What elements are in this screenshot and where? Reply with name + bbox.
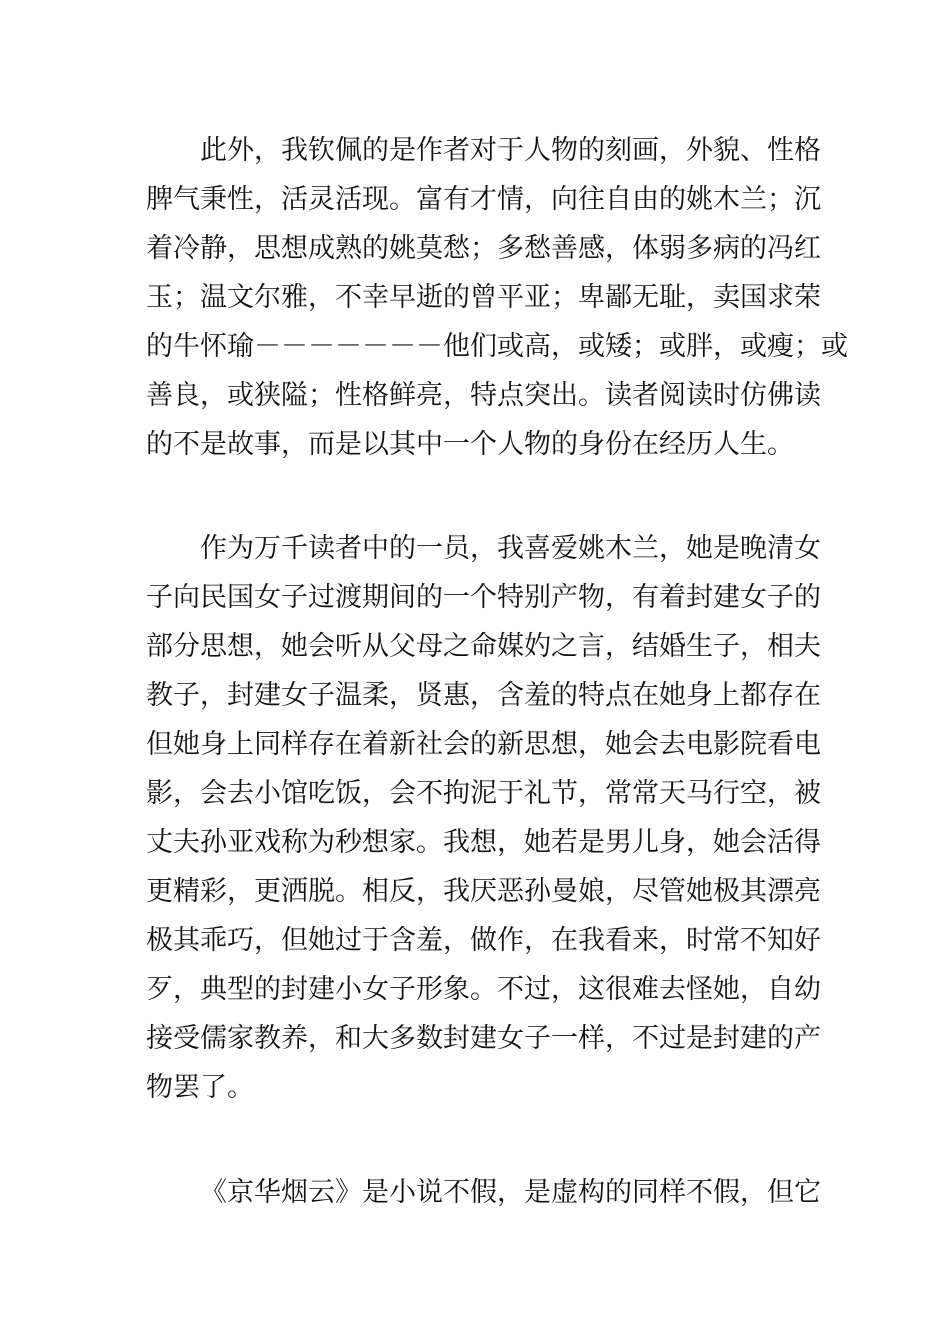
paragraph-line: 教子，封建女子温柔，贤惠，含羞的特点在她身上都存在 — [146, 680, 821, 711]
paragraph-line: 更精彩，更洒脱。相反，我厌恶孙曼娘，尽管她极其漂亮 — [146, 876, 821, 907]
paragraph-line: 此外，我钦佩的是作者对于人物的刻画，外貌、性格 — [200, 135, 821, 166]
paragraph-line: 脾气秉性，活灵活现。富有才情，向往自由的姚木兰；沉 — [146, 184, 821, 215]
paragraph-line: 善良，或狭隘；性格鲜亮，特点突出。读者阅读时仿佛读 — [146, 380, 821, 411]
paragraph-line: 物罢了。 — [146, 1072, 254, 1103]
paragraph-line: 部分思想，她会听从父母之命媒妁之言，结婚生子，相夫 — [146, 631, 821, 662]
paragraph-yao-mulan — [146, 524, 821, 1112]
paragraph-line: 的不是故事，而是以其中一个人物的身份在经历人生。 — [146, 429, 794, 460]
paragraph-line: 极其乖巧，但她过于含羞，做作，在我看来，时常不知好 — [146, 925, 821, 956]
paragraph-novel-fiction — [146, 1168, 821, 1217]
paragraph-character-portrayal — [146, 126, 848, 469]
paragraph-line: 接受儒家教养，和大多数封建女子一样，不过是封建的产 — [146, 1023, 821, 1054]
paragraph-line: 作为万千读者中的一员，我喜爱姚木兰，她是晚清女 — [200, 533, 821, 564]
paragraph-line: 子向民国女子过渡期间的一个特别产物，有着封建女子的 — [146, 582, 821, 613]
paragraph-line: 但她身上同样存在着新社会的新思想，她会去电影院看电 — [146, 729, 821, 760]
paragraph-line: 影，会去小馆吃饭，会不拘泥于礼节，常常天马行空，被 — [146, 778, 821, 809]
paragraph-line: 着冷静，思想成熟的姚莫愁；多愁善感，体弱多病的冯红 — [146, 233, 821, 264]
paragraph-line: 《京华烟云》是小说不假，是虚构的同样不假，但它 — [200, 1177, 821, 1208]
paragraph-line: 歹，典型的封建小女子形象。不过，这很难去怪她，自幼 — [146, 974, 821, 1005]
paragraph-line: 丈夫孙亚戏称为秒想家。我想，她若是男儿身，她会活得 — [146, 827, 821, 858]
paragraph-line: 的牛怀瑜－－－－－－－他们或高，或矮；或胖，或瘦；或 — [146, 331, 848, 362]
paragraph-line: 玉；温文尔雅，不幸早逝的曾平亚；卑鄙无耻，卖国求荣 — [146, 282, 821, 313]
